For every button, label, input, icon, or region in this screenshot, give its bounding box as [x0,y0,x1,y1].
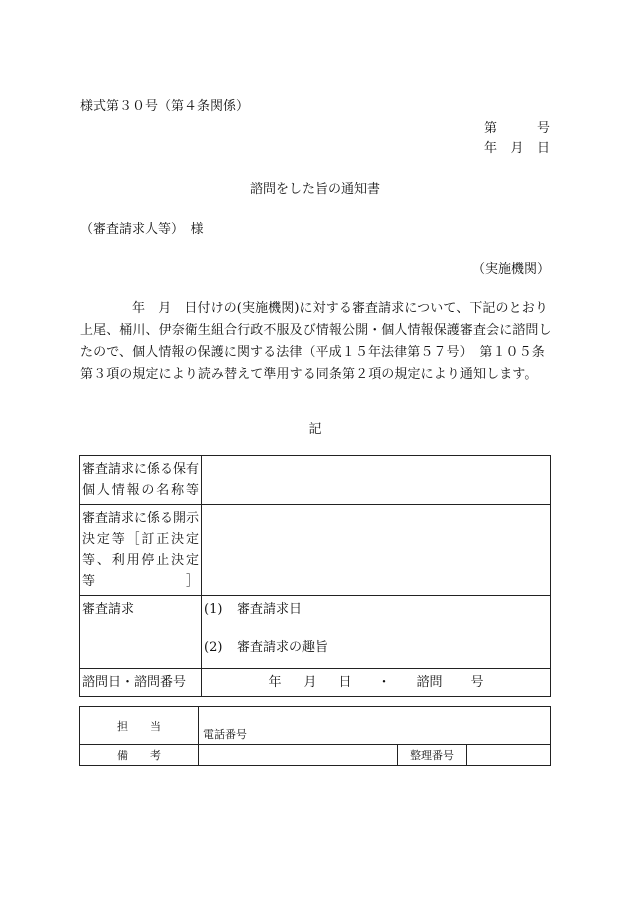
item-number: (1) [204,602,223,617]
phone-number-cell [199,707,551,745]
request-date-label: 審査請求日 [237,602,303,617]
date-year: 年 [484,141,498,156]
table-row [80,596,551,669]
table-row [80,707,551,745]
number-prefix: 第 [484,121,498,136]
item-number: (2) [204,640,223,655]
reference-number-label: 整理番号 [398,745,467,766]
disclosure-decision-value [202,505,551,596]
personal-info-name-value [202,456,551,505]
separator-dot: ・ [377,675,391,690]
remarks-label: 備 考 [80,745,199,766]
inquiry-year: 年 [268,675,282,690]
issue-date-line [484,137,550,156]
form-number: 様式第３０号（第４条関係） [80,99,250,114]
request-purpose-label: 審査請求の趣旨 [237,640,329,655]
personal-info-name-label: 審査請求に係る保有個人情報の名称等 [80,456,202,505]
request-date-line [204,599,548,620]
inquiry-date-value [202,669,551,697]
table-row [80,745,551,766]
document-title: 諮問をした旨の通知書 [249,182,380,197]
review-request-value [202,596,551,669]
table-row [80,505,551,596]
table-row [80,669,551,697]
review-request-label: 審査請求 [80,596,202,669]
inquiry-label: 諮問 [416,675,443,690]
notification-body: 年 月 日付けの(実施機関)に対する審査請求について、下記のとおり上尾、桶川、伊奈衛生組合行政不服及び情報公開・個人情報保護審査会に諮問したので、個人情報の保護に関する法律（平成１５年法律第５７号） 第１０５条第３項の規定により読み替えて準用する同条第２項の規定により通知します。 [80,301,552,382]
disclosure-decision-label: 審査請求に係る開示決定等［訂正決定等、利用停止決定等］ [80,505,202,596]
reference-number-value [467,745,551,766]
request-purpose-line [204,637,548,658]
issuing-agency: （実施機関） [471,262,550,277]
date-month: 月 [510,141,524,156]
phone-number-label: 電話番号 [203,728,247,741]
remarks-value [199,745,398,766]
table-row [80,456,551,505]
document-number-line [484,117,550,136]
date-day: 日 [536,141,550,156]
number-suffix: 号 [536,121,550,136]
inquiry-month: 月 [303,675,317,690]
details-table [79,455,551,697]
office-use-table [79,706,551,766]
person-in-charge-label: 担 当 [80,707,199,745]
ki-heading: 記 [308,422,322,437]
inquiry-date-label: 諮問日・諮問番号 [80,669,202,697]
inquiry-number-suffix: 号 [470,675,484,690]
inquiry-day: 日 [338,675,352,690]
recipient: （審査請求人等） 様 [80,222,204,237]
